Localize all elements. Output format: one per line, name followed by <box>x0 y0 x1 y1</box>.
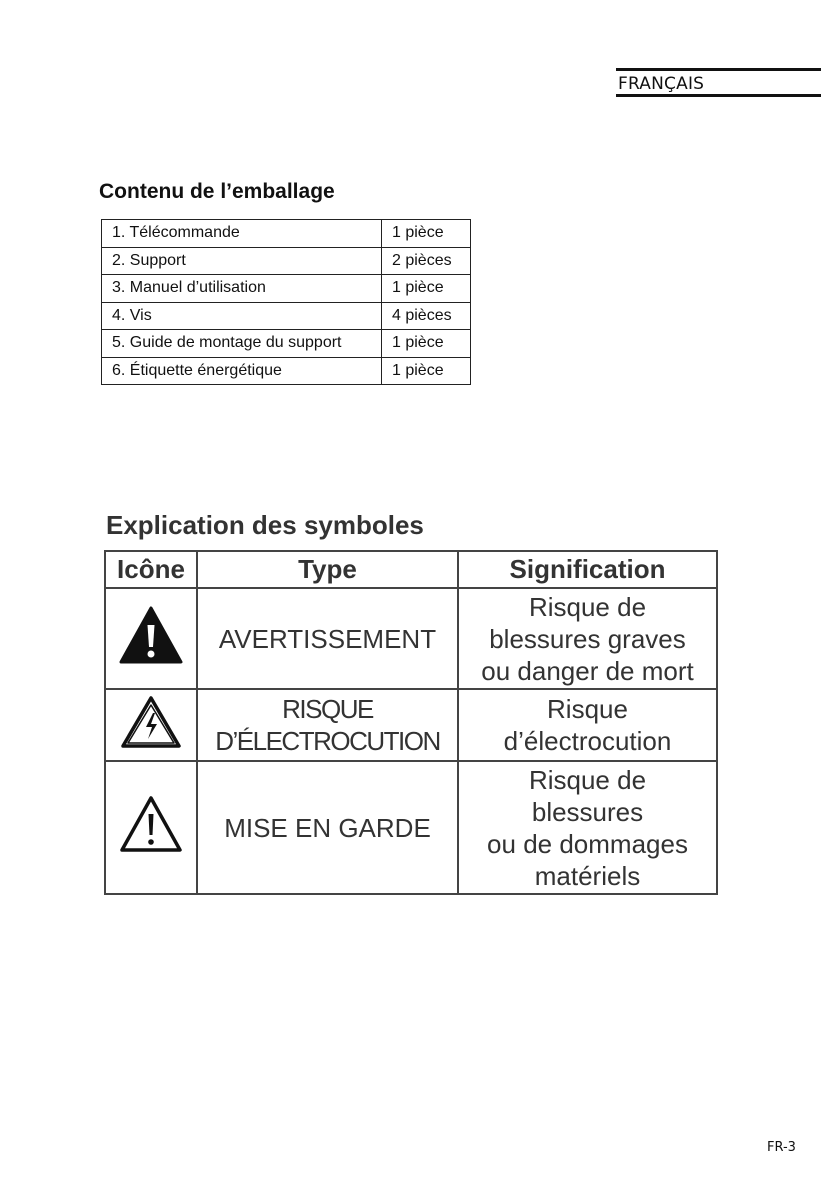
type-text: RISQUE <box>282 694 373 724</box>
icon-cell <box>105 588 197 689</box>
column-header-type: Type <box>197 551 458 588</box>
meaning-line: Risque de <box>528 764 647 795</box>
table-row <box>105 761 717 894</box>
item-name: 6. Étiquette énergétique <box>102 357 382 385</box>
meaning-line: Risque <box>547 694 628 724</box>
item-quantity: 1 pièce <box>382 220 471 248</box>
meaning-cell <box>458 588 717 689</box>
meaning-cell <box>458 761 717 894</box>
item-name: 4. Vis <box>102 302 382 330</box>
warning-filled-icon <box>118 605 184 672</box>
caution-outline-icon <box>118 794 184 861</box>
item-name: 5. Guide de montage du support <box>102 330 382 358</box>
type-text: MISE EN GARDE <box>224 812 431 843</box>
meaning-cell <box>458 689 717 761</box>
item-quantity: 1 pièce <box>382 330 471 358</box>
table-row <box>102 330 471 358</box>
table-row <box>102 357 471 385</box>
item-name: 1. Télécommande <box>102 220 382 248</box>
symbols-title: Explication des symboles <box>106 510 424 540</box>
symbols-table <box>104 550 718 895</box>
meaning-line: blessures graves <box>489 623 686 654</box>
header-rule-top <box>616 68 821 71</box>
meaning-line: d’électrocution <box>503 726 672 756</box>
type-cell <box>197 689 458 761</box>
meaning-line: ou danger de mort <box>481 655 694 686</box>
table-row <box>102 220 471 248</box>
item-quantity: 4 pièces <box>382 302 471 330</box>
electric-shock-icon <box>119 694 183 757</box>
meaning-line: Risque de <box>528 591 647 622</box>
language-header <box>616 68 821 98</box>
type-cell <box>197 588 458 689</box>
package-contents-title: Contenu de l’emballage <box>99 180 335 203</box>
table-row <box>105 588 717 689</box>
item-quantity: 1 pièce <box>382 357 471 385</box>
item-quantity: 1 pièce <box>382 275 471 303</box>
type-cell <box>197 761 458 894</box>
meaning-line: blessures <box>531 796 644 827</box>
meaning-line: matériels <box>534 860 641 891</box>
table-header-row <box>105 551 717 588</box>
table-row <box>102 275 471 303</box>
column-header-icon: Icône <box>105 551 197 588</box>
item-quantity: 2 pièces <box>382 247 471 275</box>
item-name: 2. Support <box>102 247 382 275</box>
package-contents-table <box>101 219 471 385</box>
table-row <box>102 302 471 330</box>
type-text: D’ÉLECTROCUTION <box>215 726 440 756</box>
type-text: AVERTISSEMENT <box>218 623 437 654</box>
page-number: FR-3 <box>767 1140 796 1155</box>
table-row <box>105 689 717 761</box>
column-header-meaning: Signification <box>458 551 717 588</box>
icon-cell <box>105 689 197 761</box>
item-name: 3. Manuel d’utilisation <box>102 275 382 303</box>
meaning-line: ou de dommages <box>487 828 688 859</box>
header-rule-bottom <box>616 94 821 97</box>
table-row <box>102 247 471 275</box>
icon-cell <box>105 761 197 894</box>
language-label: FRANÇAIS <box>618 74 705 94</box>
